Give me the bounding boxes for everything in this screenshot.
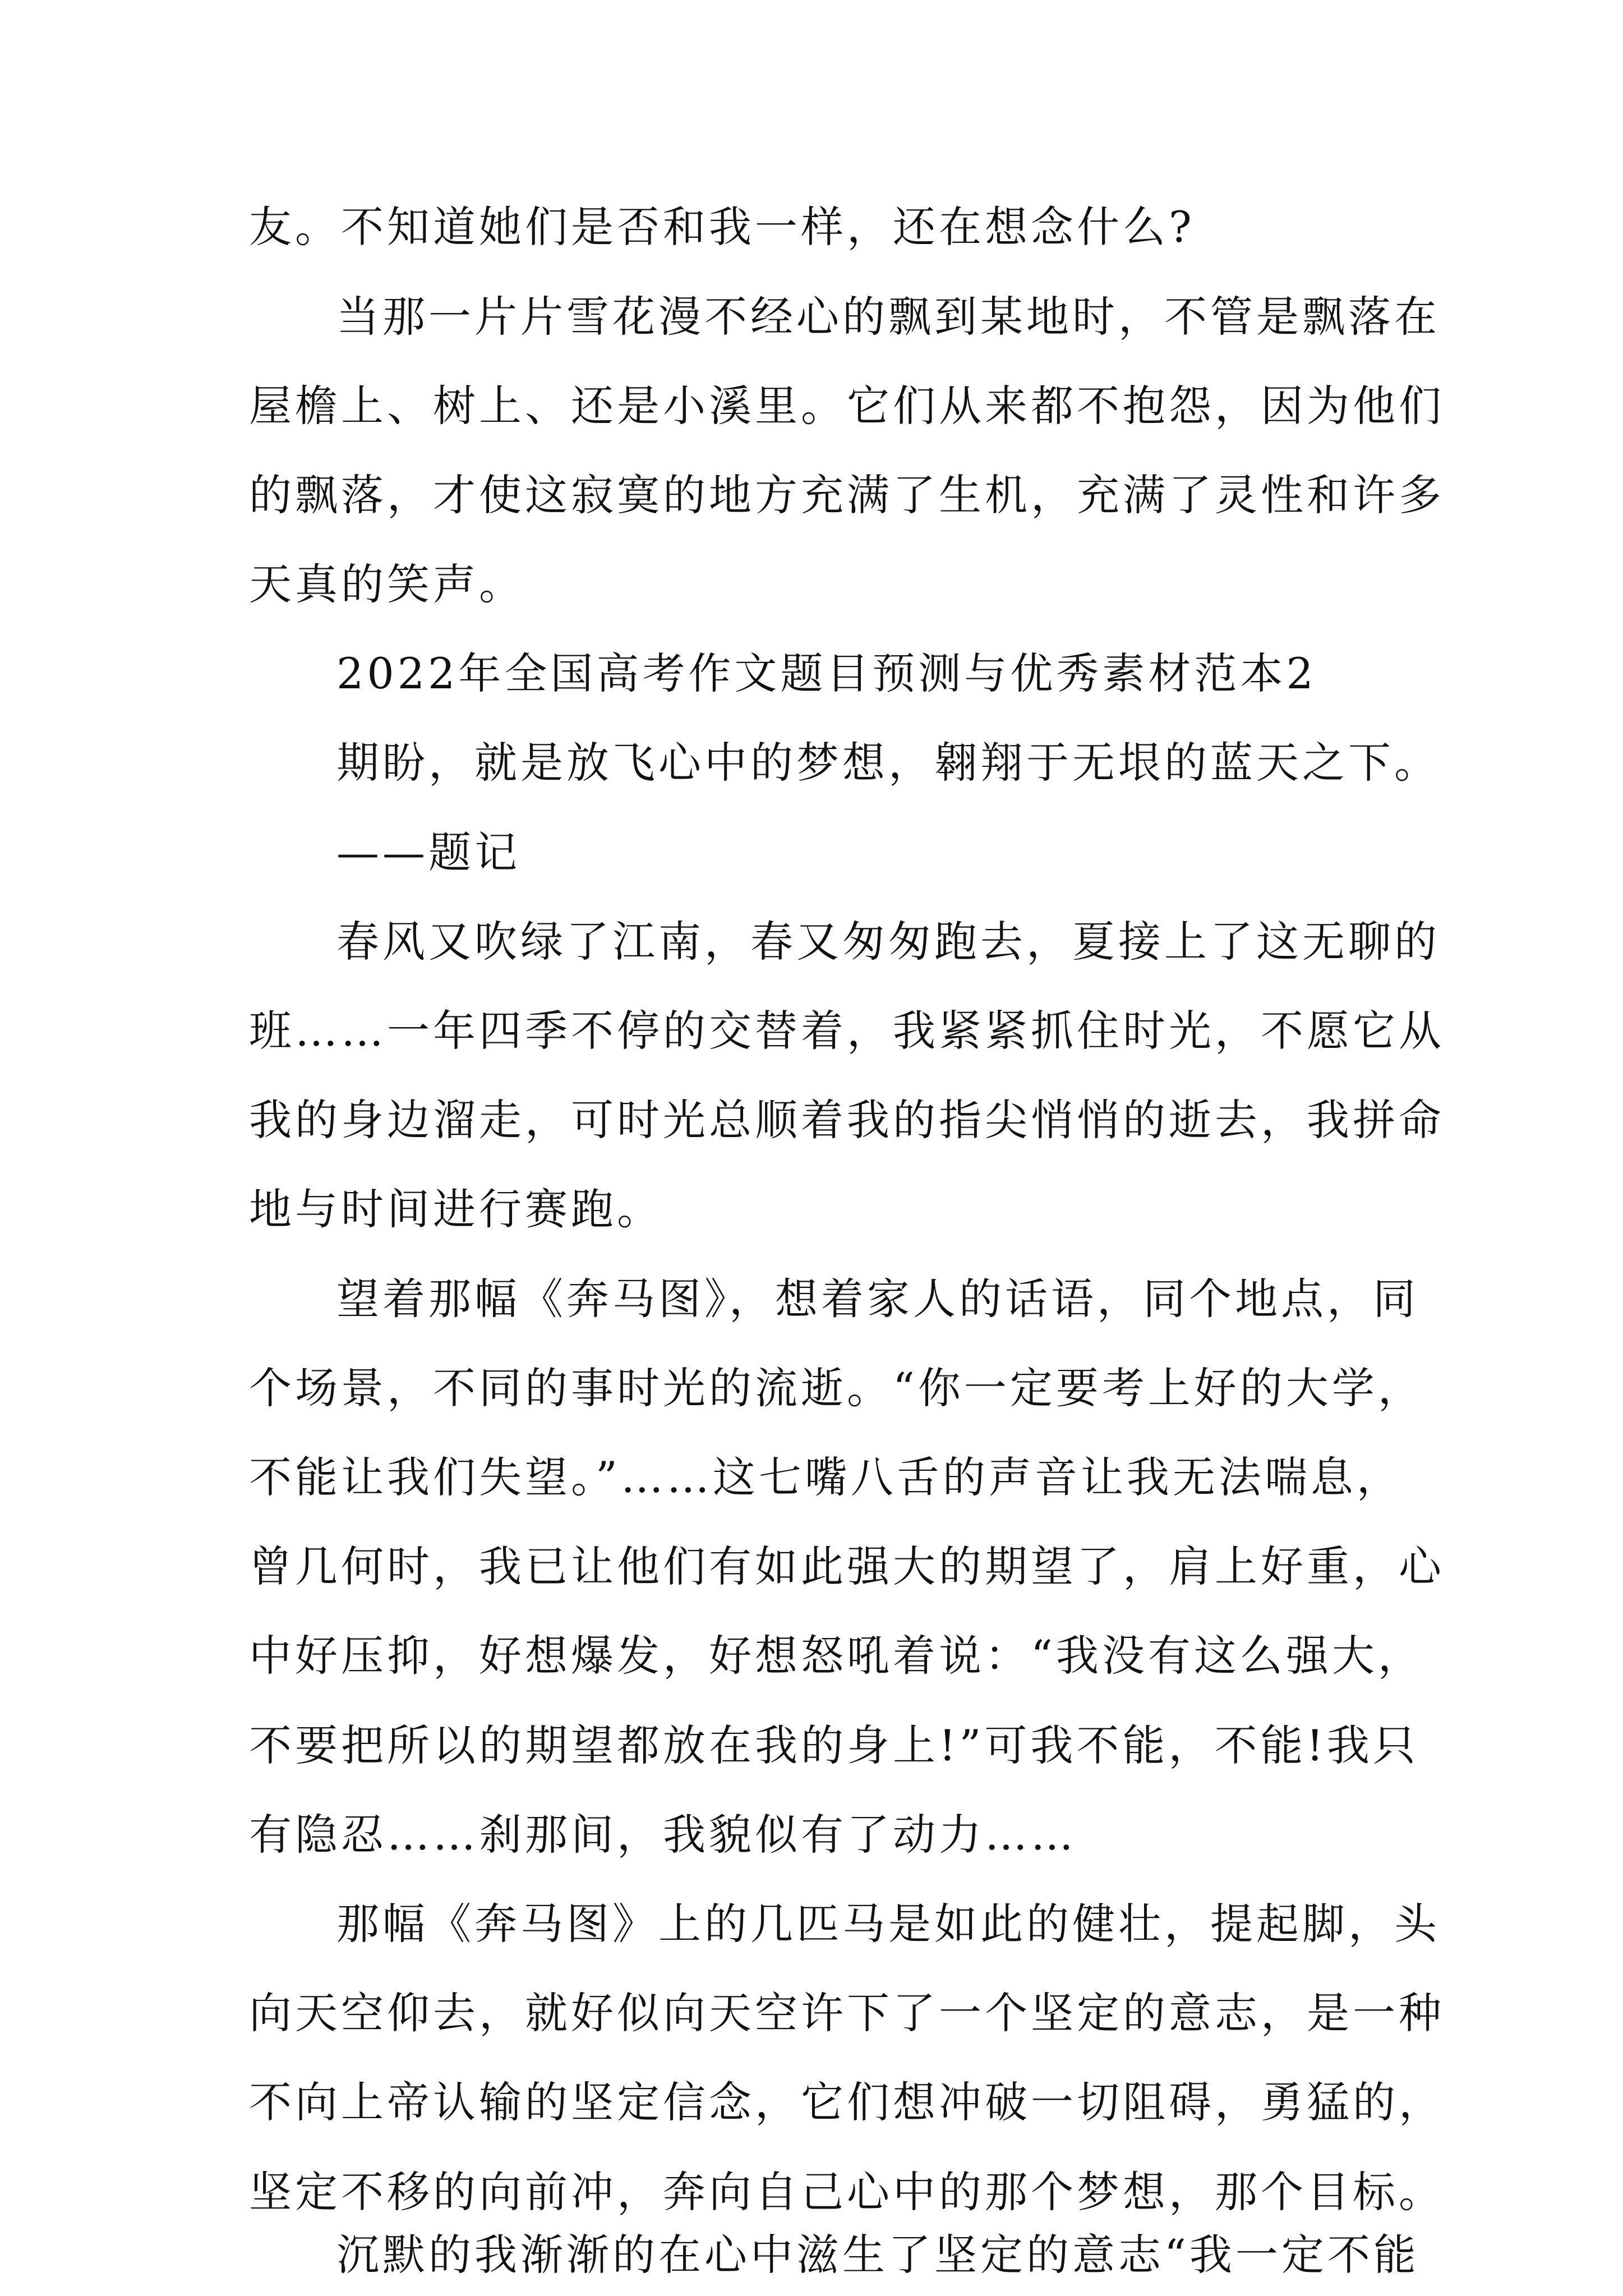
text-line: 坚定不移的向前冲，奔向自己心中的那个梦想，那个目标。 [249, 2167, 1445, 2217]
text-line: 不要把所以的期望都放在我的身上!”可我不能，不能!我只 [249, 1720, 1419, 1770]
text-line: 屋檐上、树上、还是小溪里。它们从来都不抱怨，因为他们 [249, 381, 1445, 431]
text-line: 当那一片片雪花漫不经心的飘到某地时，不管是飘落在 [336, 292, 1440, 342]
text-line: 春风又吹绿了江南，春又匆匆跑去，夏接上了这无聊的 [336, 917, 1440, 967]
section-heading: 2022年全国高考作文题目预测与优秀素材范本2 [336, 648, 1317, 698]
text-line: 期盼，就是放飞心中的梦想，翱翔于无垠的蓝天之下。 [336, 738, 1440, 788]
text-line: 天真的笑声。 [249, 559, 525, 609]
text-line: 不向上帝认输的坚定信念，它们想冲破一切阻碍，勇猛的， [249, 2077, 1445, 2127]
text-line: 有隐忍……刹那间，我貌似有了动力…… [249, 1810, 1077, 1860]
text-line: 个场景，不同的事时光的流逝。“你一定要考上好的大学， [249, 1363, 1424, 1413]
text-line: 曾几何时，我已让他们有如此强大的期望了，肩上好重，心 [249, 1542, 1445, 1591]
text-line: 班……一年四季不停的交替着，我紧紧抓住时光，不愿它从 [249, 1006, 1445, 1056]
text-line: 友。不知道她们是否和我一样，还在想念什么? [249, 202, 1195, 252]
text-line: 那幅《奔马图》上的几匹马是如此的健壮，提起脚，头 [336, 1899, 1440, 1949]
text-line: 沉默的我渐渐的在心中滋生了坚定的意志“我一定不能 [336, 2230, 1419, 2280]
text-line: 我的身边溜走，可时光总顺着我的指尖悄悄的逝去，我拼命 [249, 1095, 1445, 1145]
text-line: 望着那幅《奔马图》，想着家人的话语，同个地点，同 [336, 1274, 1419, 1324]
text-line: 的飘落，才使这寂寞的地方充满了生机，充满了灵性和许多 [249, 470, 1445, 520]
text-line: 中好压抑，好想爆发，好想怒吼着说：“我没有这么强大， [249, 1631, 1424, 1681]
text-line: 地与时间进行赛跑。 [249, 1184, 663, 1234]
text-line: 向天空仰去，就好似向天空许下了一个坚定的意志，是一种 [249, 1988, 1445, 2038]
epigraph-attribution: ——题记 [336, 827, 520, 877]
text-line: 不能让我们失望。”……这七嘴八舌的声音让我无法喘息， [249, 1452, 1403, 1502]
